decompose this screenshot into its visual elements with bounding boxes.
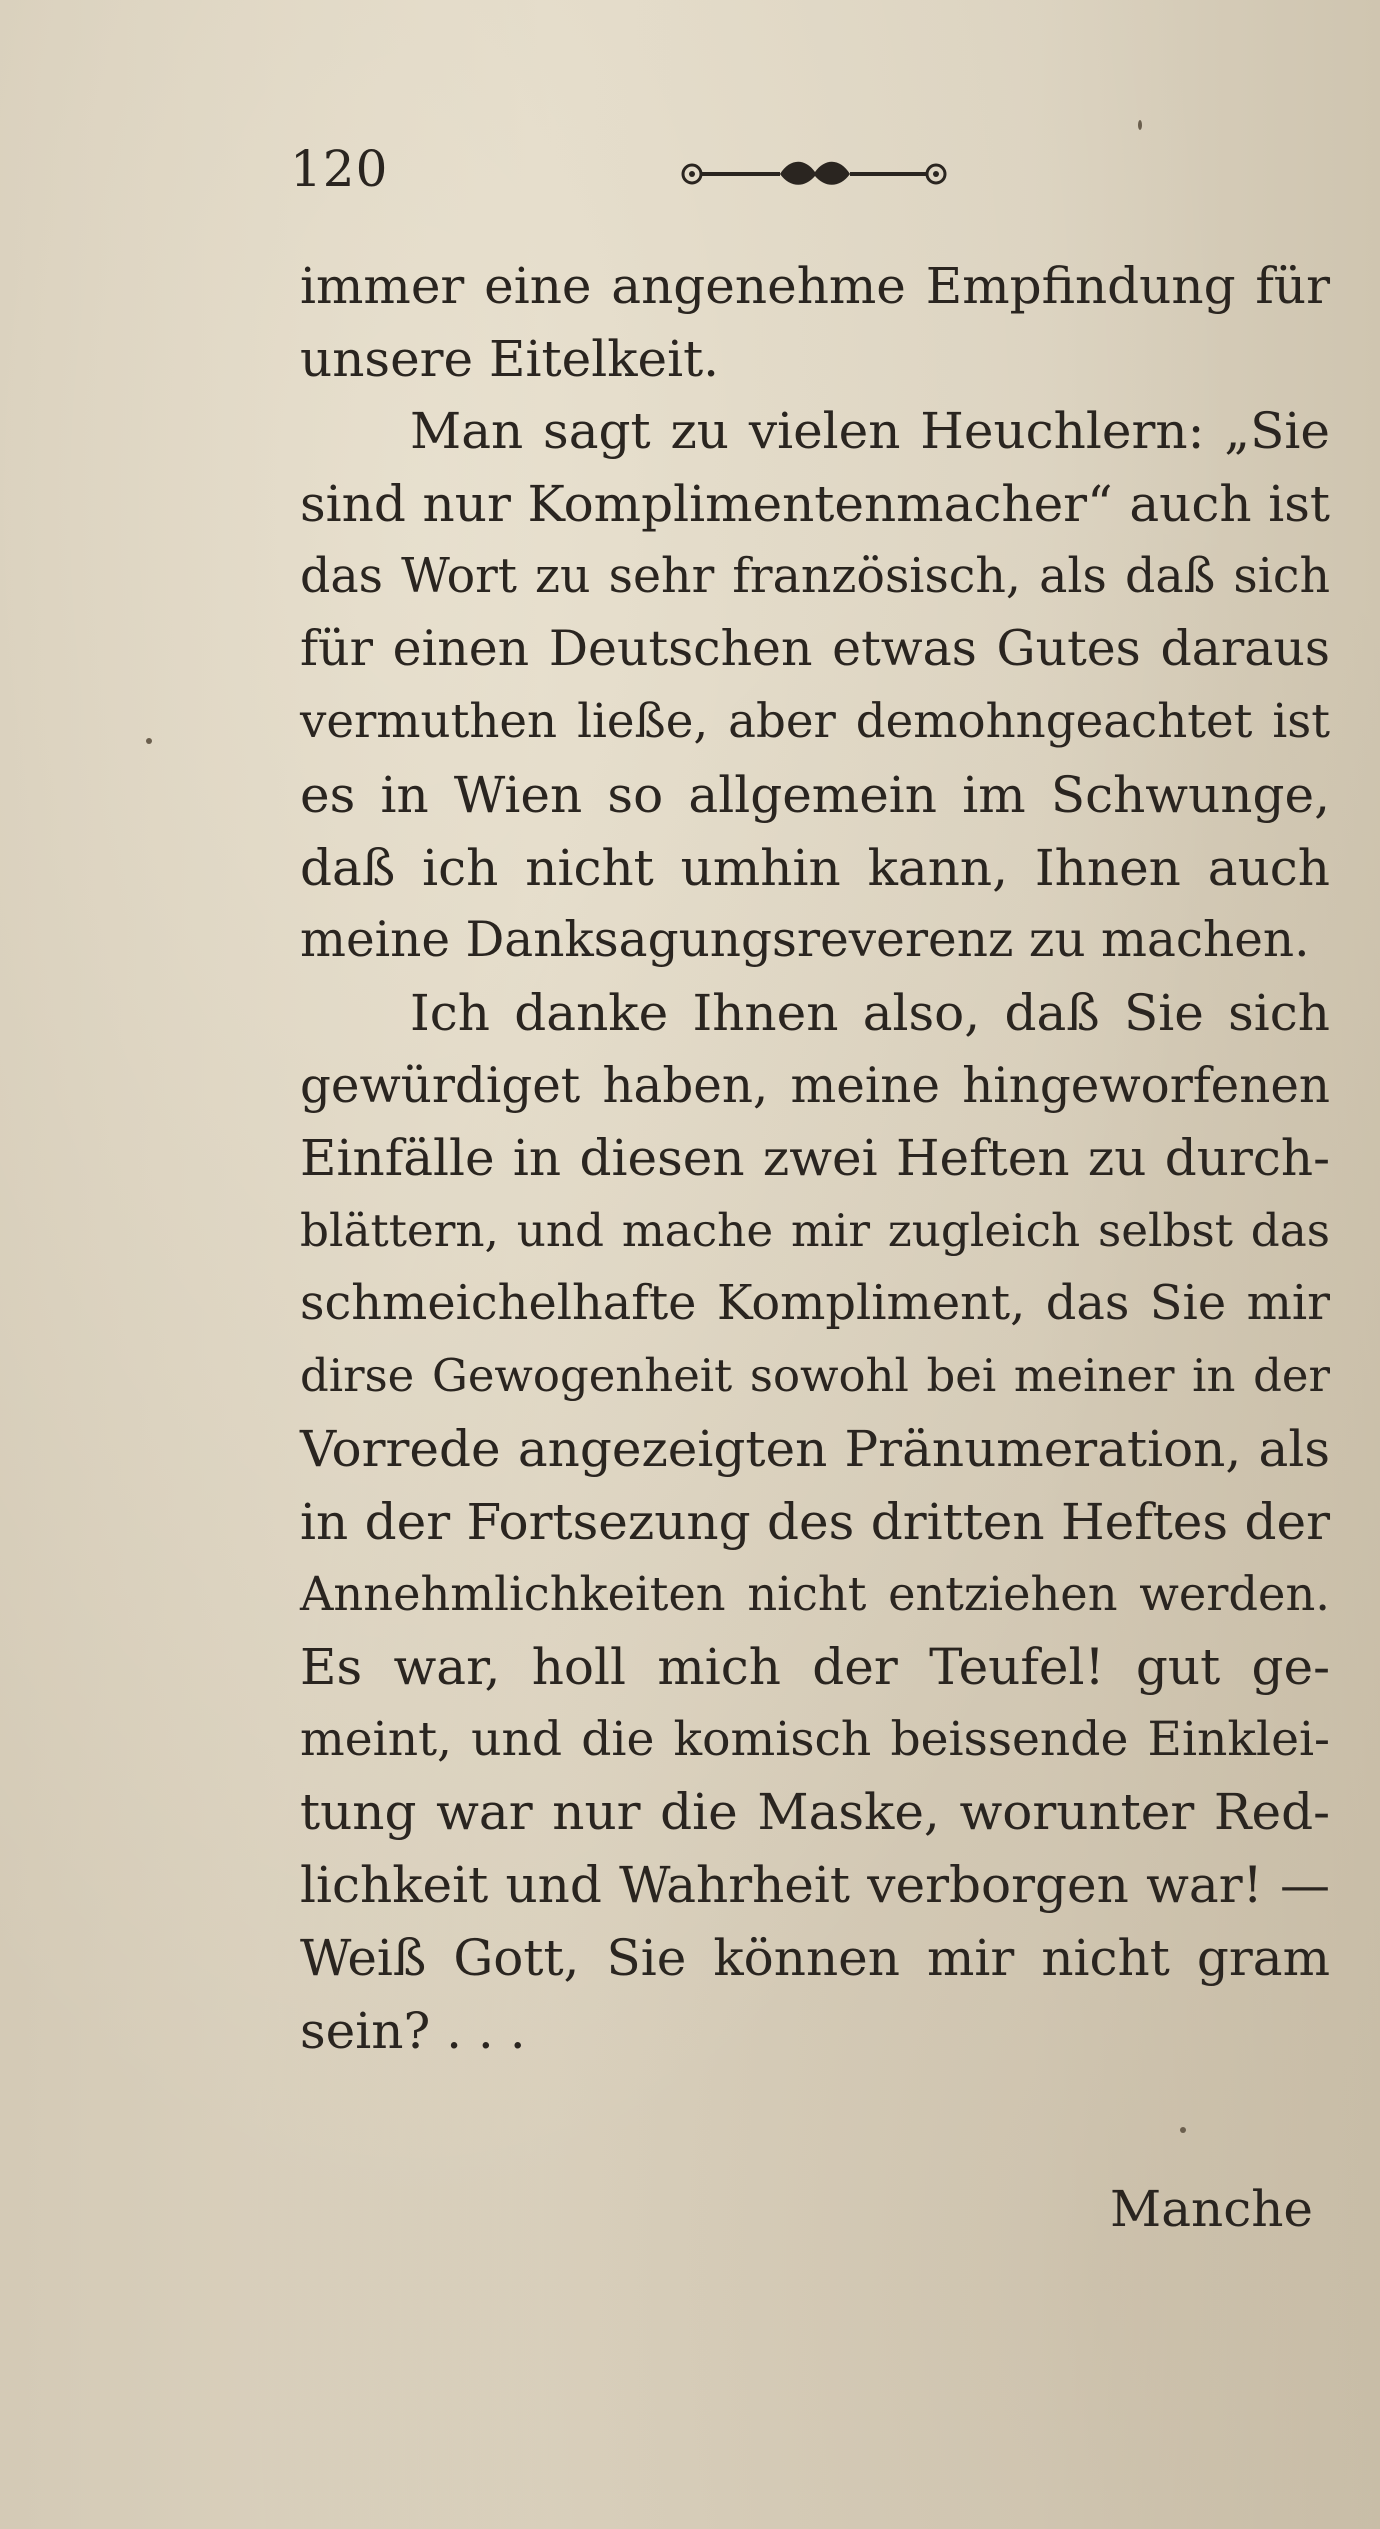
text-line: schmeichelhafte Kompliment, das Sie mir <box>300 1275 1330 1331</box>
text-line: Es war, holl mich der Teufel! gut ge- <box>300 1638 1330 1697</box>
text-line: sein? . . . <box>300 2001 526 2060</box>
text-line: in der Fortsezung des dritten Heftes der <box>300 1492 1330 1551</box>
text-line: vermuthen ließe, aber demohngeachtet ist <box>300 695 1330 750</box>
text-line: meint, und die komisch beissende Einklei- <box>300 1711 1330 1767</box>
text-line: unsere Eitelkeit. <box>300 329 720 388</box>
text-line: immer eine angenehme Empfindung für <box>300 257 1330 315</box>
text-line: es in Wien so allgemein im Schwunge, <box>300 765 1330 824</box>
text-line: Ich danke Ihnen also, daß Sie sich <box>410 983 1330 1042</box>
text-line: Man sagt zu vielen Heuchlern: „Sie <box>410 402 1330 461</box>
text-line: blättern, und mache mir zugleich selbst das <box>300 1203 1330 1257</box>
text-line: gewürdiget haben, meine hingeworfenen <box>300 1057 1330 1114</box>
paper-speck <box>1138 120 1142 130</box>
paper-speck <box>1180 2127 1186 2133</box>
text-line: für einen Deutschen etwas Gutes daraus <box>300 620 1330 678</box>
text-line: Vorrede angezeigten Pränumeration, als <box>300 1420 1330 1478</box>
text-line: meine Danksagungsreverenz zu machen. <box>300 912 1310 969</box>
paper-speck <box>146 738 152 744</box>
text-line: tung war nur die Maske, worunter Red- <box>300 1783 1330 1842</box>
text-line: daß ich nicht umhin kann, Ihnen auch <box>300 838 1330 897</box>
text-line: sind nur Komplimentenmacher“ auch ist <box>300 475 1330 534</box>
text-line: das Wort zu sehr französisch, als daß sich <box>300 548 1330 604</box>
running-header <box>290 140 990 200</box>
text-line: lichkeit und Wahrheit verborgen war! — <box>300 1856 1330 1915</box>
text-line: Weiß Gott, Sie können mir nicht gram <box>300 1928 1330 1987</box>
body-text <box>300 250 1330 2067</box>
decorative-rule-ornament-icon <box>680 152 950 192</box>
text-line: Annehmlichkeiten nicht entziehen werden. <box>300 1567 1330 1622</box>
catchword: Manche <box>1110 2180 1314 2238</box>
text-line: dirse Gewogenheit sowohl bei meiner in der <box>300 1349 1330 1403</box>
text-line: Einfälle in diesen zwei Heften zu durch- <box>300 1129 1330 1188</box>
page-number: 120 <box>290 140 389 198</box>
